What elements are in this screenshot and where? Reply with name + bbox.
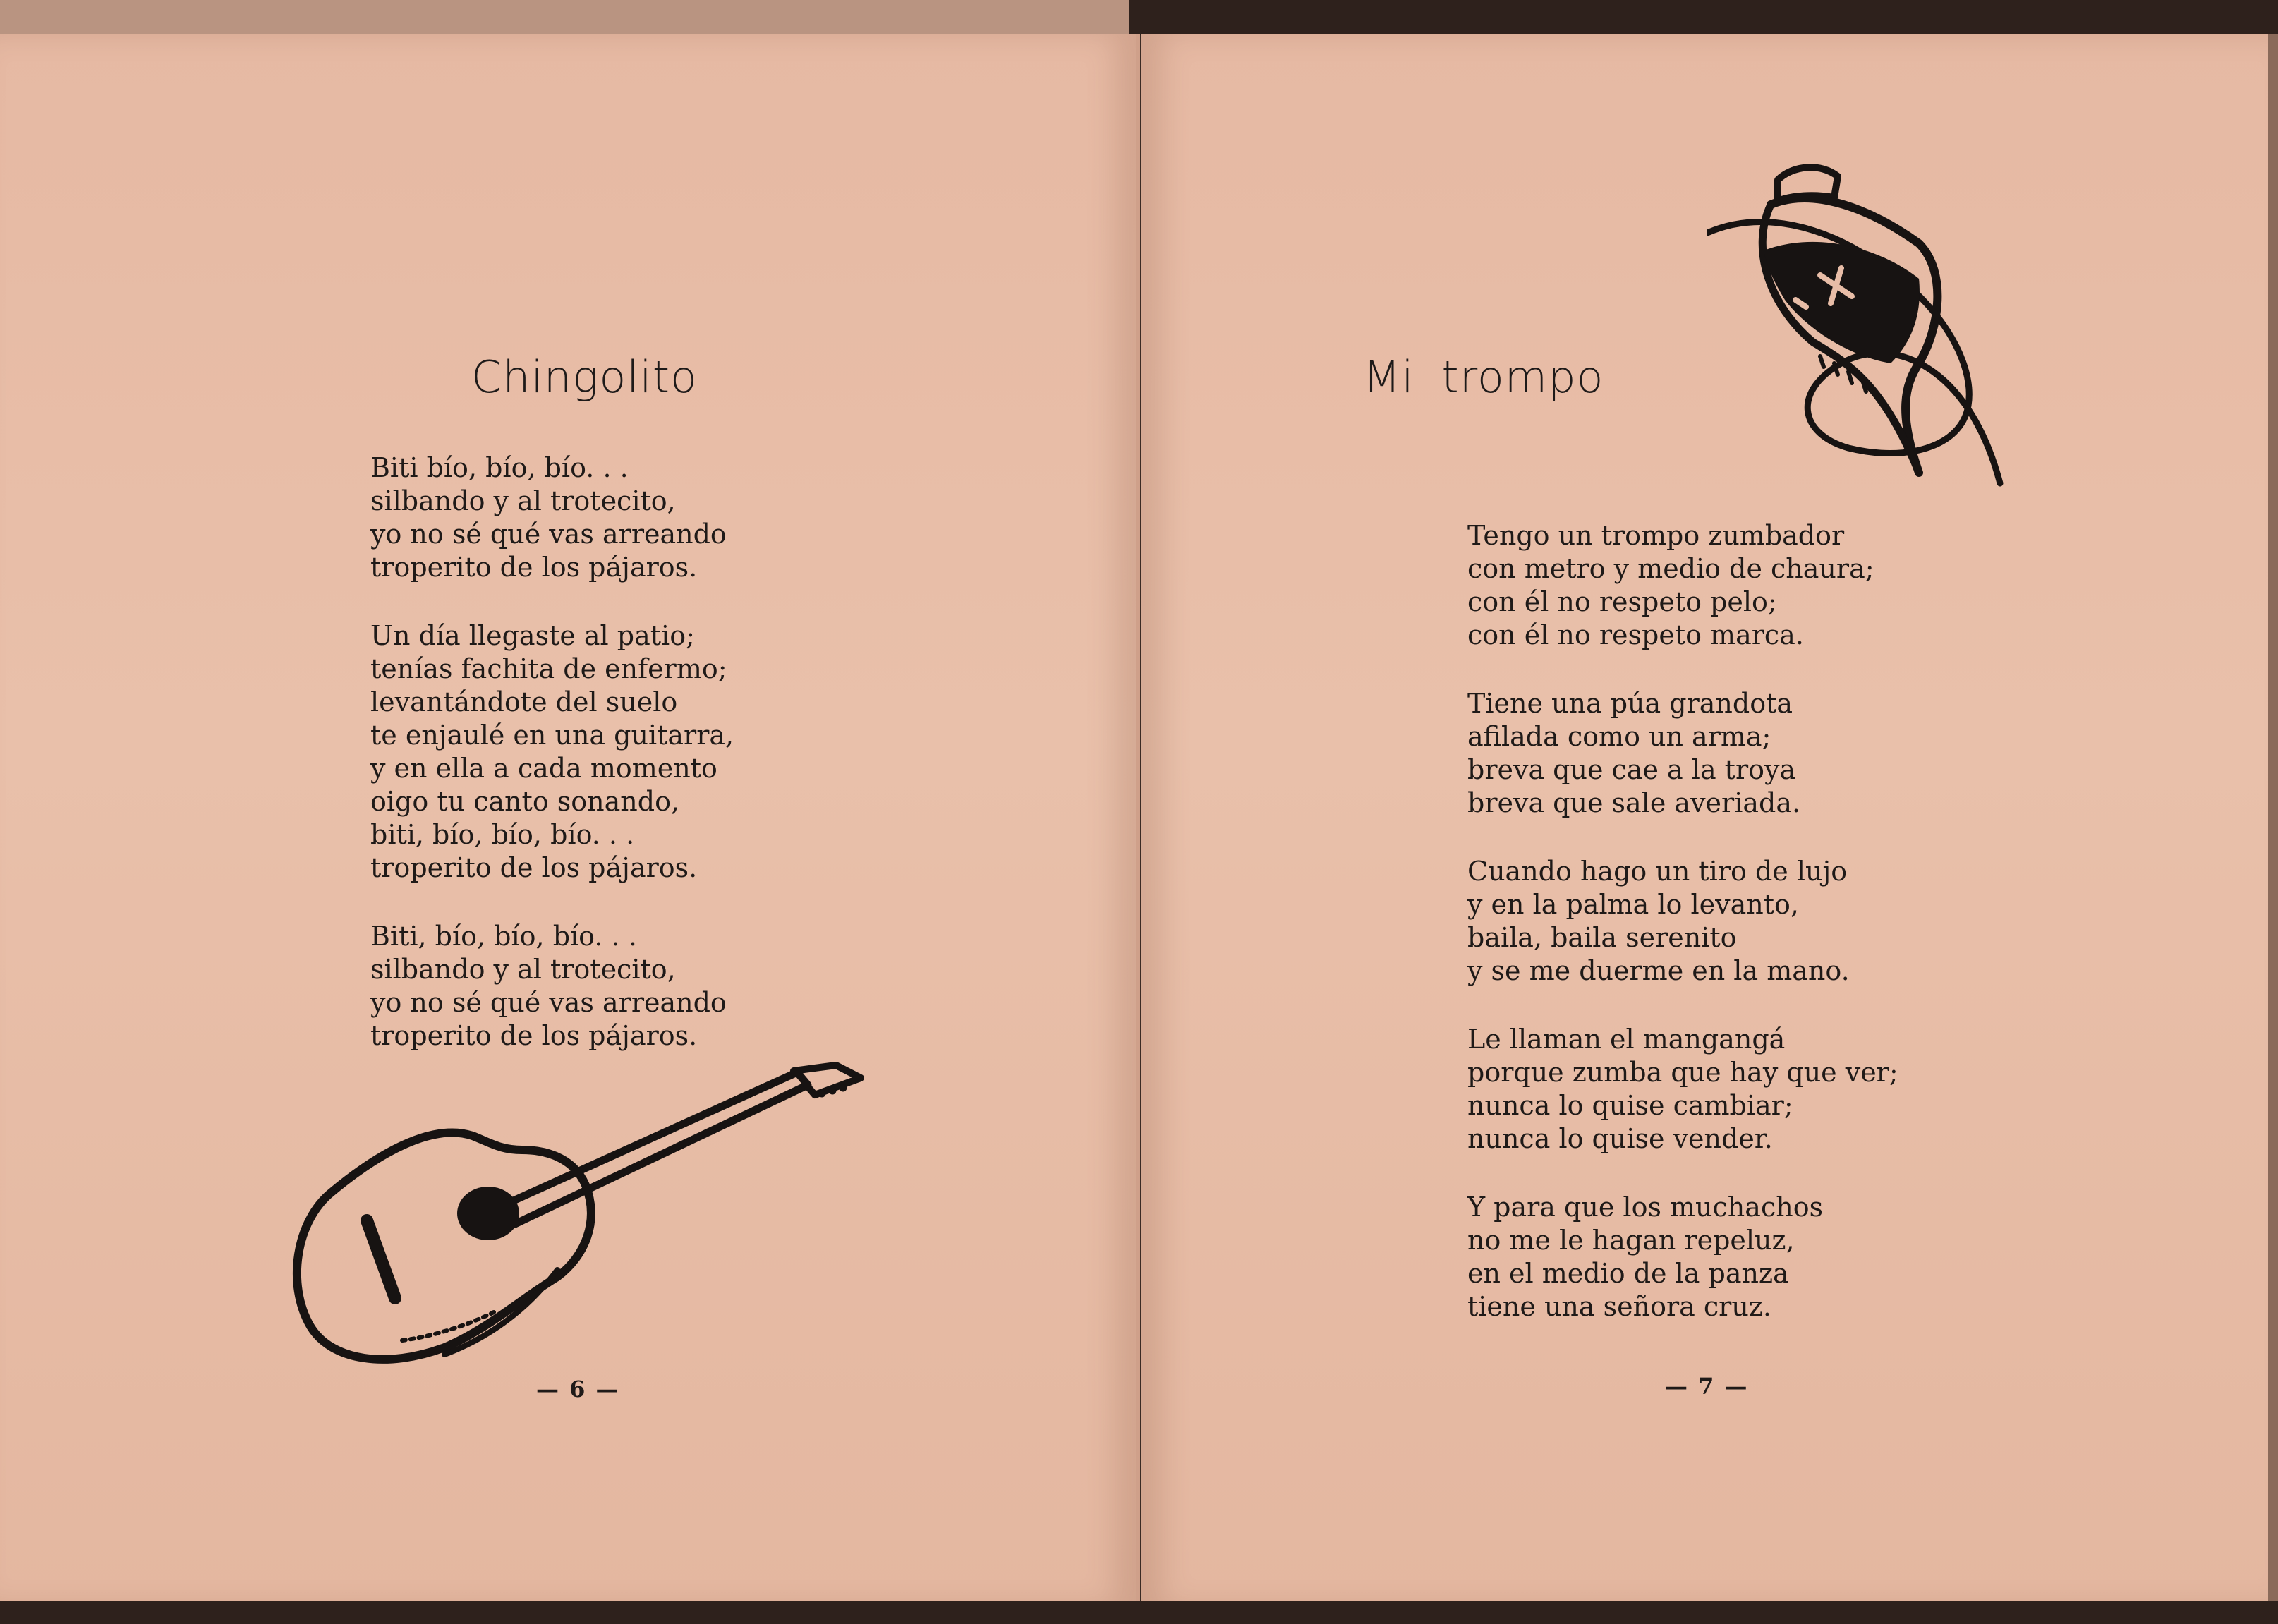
left-page-poem	[370, 452, 734, 1088]
top-dark-band	[1764, 242, 1920, 363]
poem-line: levantándote del suelo	[370, 686, 678, 717]
poem-line: breva que cae a la troya	[1467, 754, 1796, 785]
poem-line: oigo tu canto sonando,	[370, 786, 680, 817]
poem-line: Tiene una púa grandota	[1467, 688, 1793, 719]
right-page-poem	[1467, 519, 1898, 1359]
poem-line: Tengo un trompo zumbador	[1467, 520, 1845, 551]
stanza	[370, 619, 734, 885]
poem-line: troperito de los pájaros.	[370, 1020, 698, 1051]
poem-line: biti, bío, bío, bío. . .	[370, 819, 635, 850]
poem-line: silbando y al trotecito,	[370, 485, 676, 516]
poem-line: troperito de los pájaros.	[370, 552, 698, 583]
poem-line: porque zumba que hay que ver;	[1467, 1057, 1898, 1088]
poem-line: tenías fachita de enfermo;	[370, 653, 727, 684]
poem-line: no me le hagan repeluz,	[1467, 1225, 1795, 1256]
poem-line: silbando y al trotecito,	[370, 954, 676, 985]
poem-line: afilada como un arma;	[1467, 721, 1771, 752]
poem-line: Biti, bío, bío, bío. . .	[370, 921, 637, 952]
poem-line: troperito de los pájaros.	[370, 852, 698, 883]
stanza	[1467, 687, 1898, 820]
poem-line: yo no sé qué vas arreando	[370, 519, 727, 550]
poem-line: Biti bío, bío, bío. . .	[370, 452, 629, 483]
right-page-title: Mi trompo	[1363, 351, 1604, 403]
guitar-body-outline	[297, 1132, 591, 1359]
stanza	[370, 452, 734, 584]
right-page-number: — 7 —	[1665, 1373, 1749, 1400]
stanza	[1467, 1191, 1898, 1323]
book-right-edge	[2268, 34, 2278, 1607]
guitar-neck	[501, 1072, 808, 1224]
book-top-edge	[0, 0, 2278, 35]
poem-line: y se me duerme en la mano.	[1467, 955, 1850, 986]
poem-line: tiene una señora cruz.	[1467, 1291, 1771, 1322]
poem-line: en el medio de la panza	[1467, 1258, 1789, 1289]
poem-line: baila, baila serenito	[1467, 922, 1737, 953]
poem-line: y en ella a cada momento	[370, 753, 717, 784]
stanza	[1467, 1023, 1898, 1156]
poem-line: Un día llegaste al patio;	[370, 620, 695, 651]
poem-line: con él no respeto pelo;	[1467, 586, 1777, 617]
spinning-top-illustration	[1707, 152, 2032, 490]
left-page-title: Chingolito	[471, 351, 698, 403]
stanza	[1467, 855, 1898, 988]
poem-line: con metro y medio de chaura;	[1467, 553, 1874, 584]
poem-line: Y para que los muchachos	[1467, 1192, 1824, 1223]
left-page-number: — 6 —	[536, 1376, 620, 1402]
poem-line: Le llaman el mangangá	[1467, 1024, 1786, 1055]
poem-line: yo no sé qué vas arreando	[370, 987, 727, 1018]
poem-line: nunca lo quise cambiar;	[1467, 1090, 1793, 1121]
poem-line: con él no respeto marca.	[1467, 619, 1804, 650]
stanza	[1467, 519, 1898, 652]
poem-line: breva que sale averiada.	[1467, 787, 1801, 818]
poem-line: y en la palma lo levanto,	[1467, 889, 1799, 920]
book-bottom-edge	[0, 1601, 2278, 1624]
poem-line: Cuando hago un tiro de lujo	[1467, 856, 1848, 887]
stanza	[370, 920, 734, 1053]
poem-line: nunca lo quise vender.	[1467, 1123, 1773, 1154]
guitar-illustration	[289, 1044, 882, 1383]
guitar-sound-hole	[457, 1187, 519, 1240]
poem-line: te enjaulé en una guitarra,	[370, 720, 734, 751]
